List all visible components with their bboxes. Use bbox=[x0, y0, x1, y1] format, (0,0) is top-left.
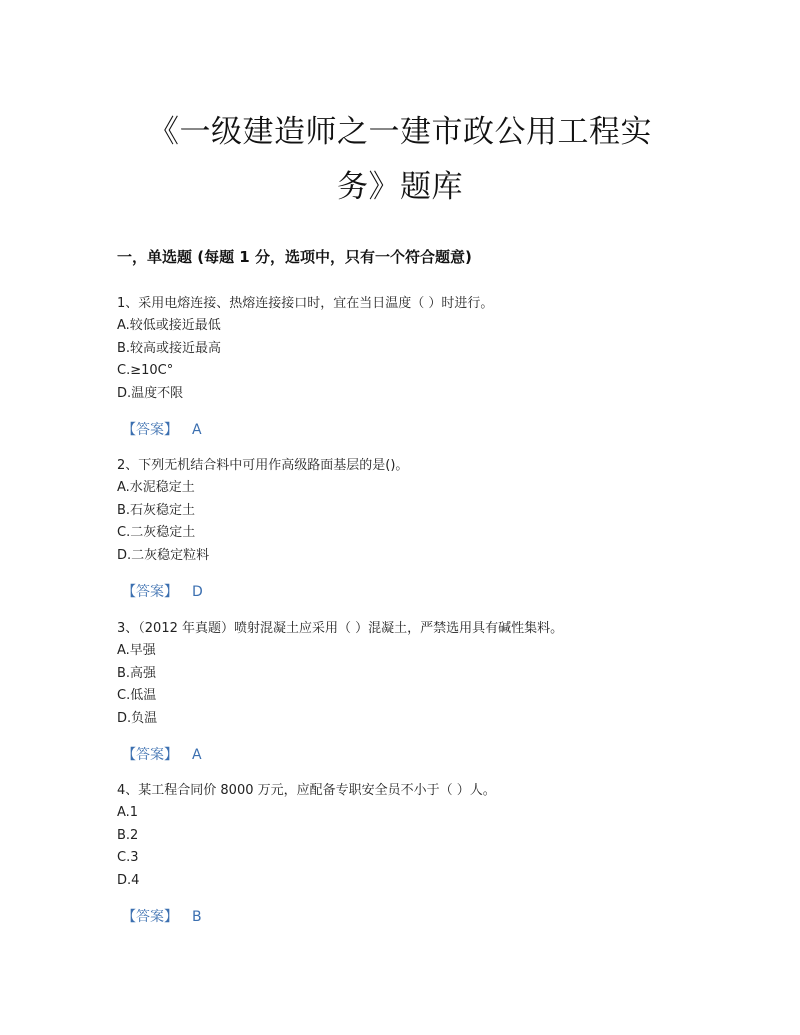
answer-line bbox=[117, 744, 737, 766]
document-title-line-2: 务》题库 bbox=[337, 169, 463, 205]
option-d: D.温度不限 bbox=[117, 385, 184, 401]
question-stem: 1、采用电熔连接、热熔连接接口时，宜在当日温度（ ）时进行。 bbox=[117, 296, 494, 311]
answer-line bbox=[117, 581, 737, 603]
answer-value: B bbox=[192, 909, 202, 925]
option-d: D.二灰稳定粒料 bbox=[117, 547, 210, 563]
document-title-line-1: 《一级建造师之一建市政公用工程实 bbox=[148, 114, 652, 150]
question-stem: 3、（2012 年真题）喷射混凝土应采用（ ）混凝土，严禁选用具有碱性集料。 bbox=[117, 621, 564, 636]
option-a: A.1 bbox=[117, 805, 139, 820]
answer-label: 【答案】 bbox=[122, 584, 178, 600]
option-a: A.早强 bbox=[117, 643, 156, 658]
option-a: A.水泥稳定土 bbox=[117, 480, 195, 495]
option-d: D.负温 bbox=[117, 710, 158, 726]
section-heading: 一，单选题 (每题 1 分，选项中，只有一个符合题意) bbox=[117, 248, 472, 266]
option-b: B.2 bbox=[117, 827, 139, 843]
option-d: D.4 bbox=[117, 872, 140, 888]
document-title bbox=[100, 105, 700, 215]
answer-label: 【答案】 bbox=[122, 422, 178, 438]
answer-label: 【答案】 bbox=[122, 909, 178, 925]
option-b: B.较高或接近最高 bbox=[117, 340, 222, 356]
answer-value: A bbox=[192, 422, 202, 438]
answer-line bbox=[117, 906, 737, 928]
question-stem: 4、某工程合同价 8000 万元，应配备专职安全员不小于（ ）人。 bbox=[117, 783, 496, 798]
question-stem: 2、下列无机结合料中可用作高级路面基层的是()。 bbox=[117, 458, 409, 473]
option-c: C.3 bbox=[117, 850, 139, 865]
option-c: C.二灰稳定土 bbox=[117, 525, 196, 540]
question-2 bbox=[117, 455, 737, 603]
option-b: B.石灰稳定土 bbox=[117, 502, 196, 518]
question-4 bbox=[117, 780, 737, 928]
question-1 bbox=[117, 293, 737, 441]
option-c: C.低温 bbox=[117, 688, 157, 703]
answer-value: D bbox=[192, 584, 203, 600]
question-3 bbox=[117, 618, 737, 766]
answer-label: 【答案】 bbox=[122, 747, 178, 763]
answer-line bbox=[117, 419, 737, 441]
option-a: A.较低或接近最低 bbox=[117, 318, 221, 333]
option-c: C.≥10C° bbox=[117, 363, 174, 378]
option-b: B.高强 bbox=[117, 665, 157, 681]
answer-value: A bbox=[192, 747, 202, 763]
